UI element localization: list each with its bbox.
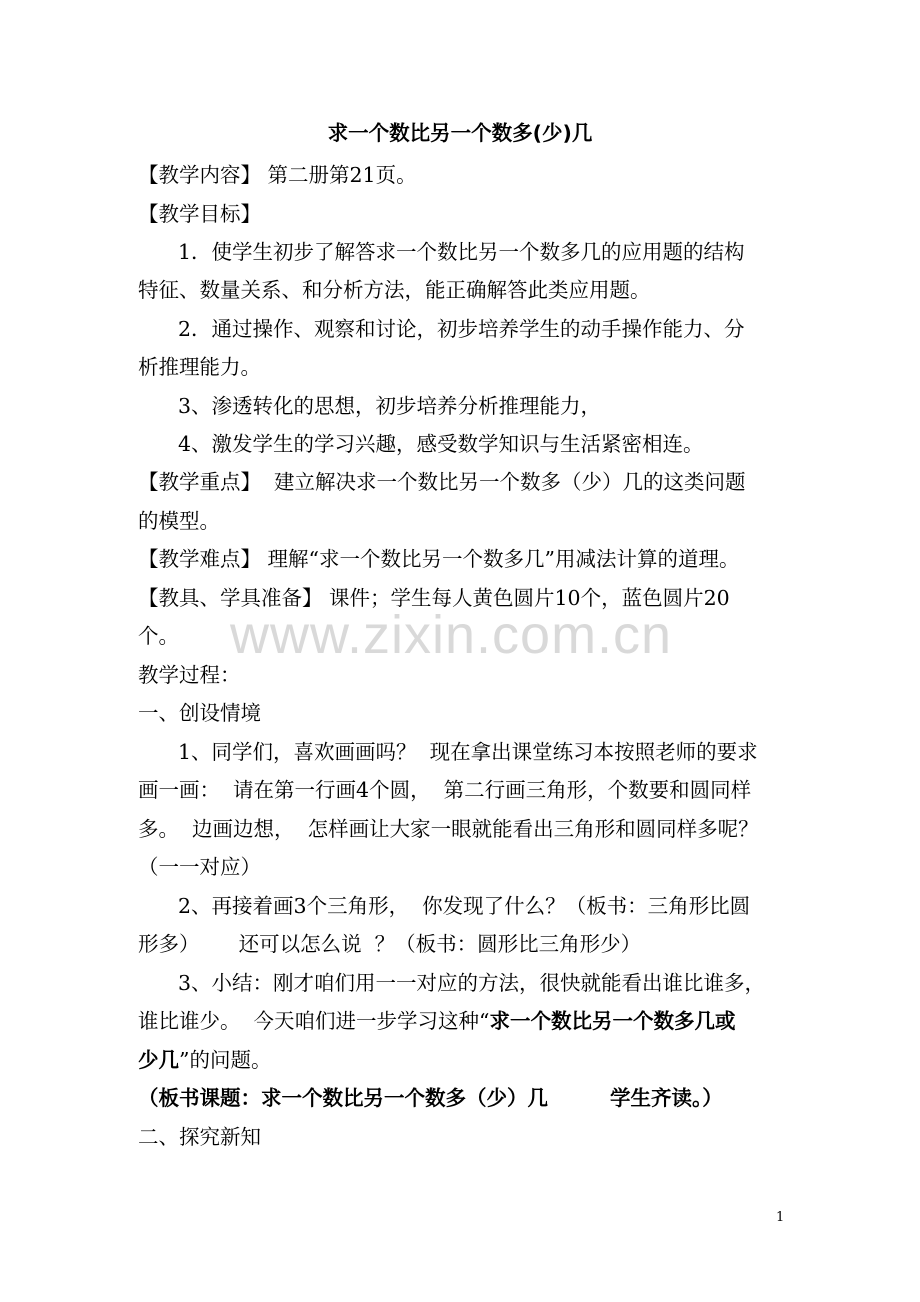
goal-1-line-1: 1．使学生初步了解答求一个数比另一个数多几的应用题的结构 bbox=[178, 240, 745, 264]
para-3-bold-topic-end: 少几 bbox=[138, 1048, 179, 1072]
teaching-content-text: 第二册第21页。 bbox=[261, 163, 417, 187]
board-read-aloud: 学生齐读。） bbox=[610, 1086, 723, 1110]
teaching-content-label: 【教学内容】 bbox=[138, 163, 261, 187]
watermark: www.zixin.com.cn bbox=[230, 605, 673, 665]
difficult-points-label: 【教学难点】 bbox=[138, 547, 261, 571]
para-3-line-2 bbox=[138, 1006, 736, 1036]
para-1-line-3: 多。 边画边想， 怎样画让大家一眼就能看出三角形和圆同样多呢？ bbox=[138, 817, 759, 841]
goal-4: 4、激发学生的学习兴趣，感受数学知识与生活紧密相连。 bbox=[178, 432, 704, 456]
board-title-text: （板书课题：求一个数比另一个数多（少）几 bbox=[138, 1086, 548, 1110]
goal-3: 3、渗透转化的思想，初步培养分析推理能力， bbox=[178, 394, 602, 418]
key-points-line-1 bbox=[138, 467, 746, 497]
difficult-points-line bbox=[138, 544, 739, 574]
process-heading: 教学过程： bbox=[138, 663, 241, 687]
para-2-line-2: 形多） 还可以怎么说 ？（板书：圆形比三角形少） bbox=[138, 932, 642, 956]
goal-2-line-2: 析推理能力。 bbox=[138, 355, 261, 379]
para-3-line-2-text: 谁比谁少。 今天咱们进一步学习这种“ bbox=[138, 1009, 490, 1033]
para-1-line-1: 1、同学们，喜欢画画吗？ 现在拿出课堂练习本按照老师的要求 bbox=[178, 740, 758, 764]
page-number: 1 bbox=[776, 1210, 785, 1225]
tools-label: 【教具、学具准备】 bbox=[138, 586, 323, 610]
para-1-line-2: 画一画： 请在第一行画4个圆， 第二行画三角形，个数要和圆同样 bbox=[138, 778, 752, 802]
para-3-bold-topic: 求一个数比另一个数多几或 bbox=[489, 1009, 736, 1033]
goal-1-line-2: 特征、数量关系、和分析方法，能正确解答此类应用题。 bbox=[138, 278, 651, 302]
section-1-heading: 一、创设情境 bbox=[138, 701, 261, 725]
para-3-line-1: 3、小结：刚才咱们用一一对应的方法，很快就能看出谁比谁多， bbox=[178, 971, 766, 995]
para-1-line-4: （一一对应） bbox=[138, 855, 261, 879]
para-3-line-3 bbox=[138, 1045, 271, 1075]
tools-text: 课件；学生每人黄色圆片10个，蓝色圆片20 bbox=[322, 586, 730, 610]
key-points-line-2: 的模型。 bbox=[138, 509, 220, 533]
key-points-text: 建立解决求一个数比另一个数多（少）几的这类问题 bbox=[261, 470, 746, 494]
tools-line-2: 个。 bbox=[138, 624, 179, 648]
difficult-points-text: 理解“求一个数比另一个数多几”用减法计算的道理。 bbox=[261, 547, 740, 571]
key-points-label: 【教学重点】 bbox=[138, 470, 261, 494]
page-title: 求一个数比另一个数多(少)几 bbox=[327, 121, 593, 145]
teaching-content-line bbox=[138, 160, 417, 190]
para-3-line-3-text: ”的问题。 bbox=[179, 1048, 272, 1072]
goal-2-line-1: 2．通过操作、观察和讨论，初步培养学生的动手操作能力、分 bbox=[178, 317, 745, 341]
para-2-line-1: 2、再接着画3个三角形， 你发现了什么？（板书：三角形比圆 bbox=[178, 894, 751, 918]
section-2-heading: 二、探究新知 bbox=[138, 1125, 261, 1149]
board-title-line bbox=[138, 1083, 723, 1113]
teaching-goals-label: 【教学目标】 bbox=[138, 202, 261, 226]
